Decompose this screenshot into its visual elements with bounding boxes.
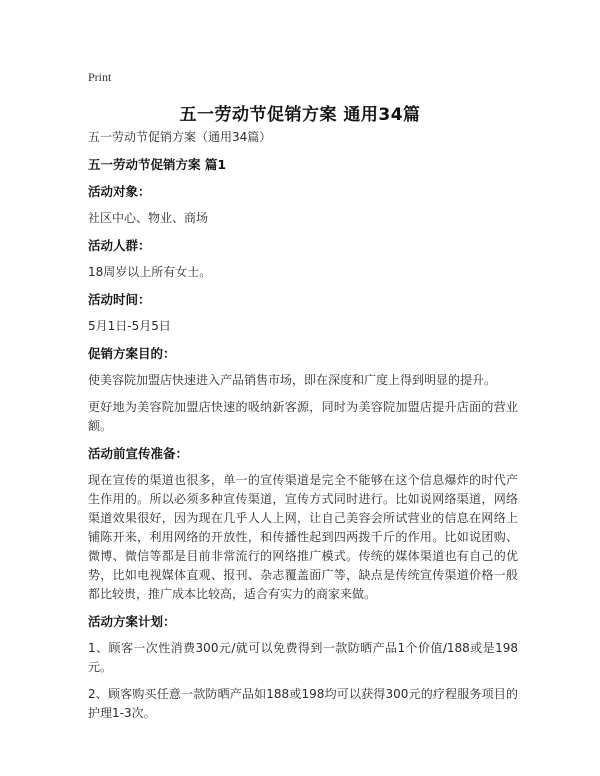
document-title: 五一劳动节促销方案 通用34篇 xyxy=(179,105,421,125)
heading-pre-promotion: 活动前宣传准备： xyxy=(88,446,189,461)
paragraph-pre-promotion: 现在宣传的渠道也很多，单一的宣传渠道是完全不能够在这个信息爆炸的时代产生作用的。所以必须多种宣传渠道，宣传方式同时进行。比如说网络渠道，网络渠道效果很好，因为现在几乎人人上网，让自己美容会所试营业的信息在网络上铺陈开来，利用网络的开放性，和传播性起到四两拨千斤的作用。比如说团购、微博、微信等都是目前非常流行的网络推广模式。传统的媒体渠道也有自己的优势，比如电视媒体直观、报刊、杂志覆盖面广等，缺点是传统宣传渠道价格一般都比较贵，推广成本比较高，适合有实力的商家来做。 xyxy=(88,473,518,601)
paragraph-activity-target: 社区中心、物业、商场 xyxy=(88,211,209,225)
heading-promotion-purpose: 促销方案目的： xyxy=(88,346,176,361)
heading-activity-target: 活动对象： xyxy=(88,184,151,199)
heading-activity-audience: 活动人群： xyxy=(88,238,151,253)
paragraph-activity-time: 5月1日-5月5日 xyxy=(88,319,171,333)
paragraph-plan-2: 2、顾客购买任意一款防晒产品如188或198均可以获得300元的疗程服务项目的护理1-3次。 xyxy=(88,687,518,720)
paragraph-purpose-1: 使美容院加盟店快速进入产品销售市场，即在深度和广度上得到明显的提升。 xyxy=(88,373,497,387)
paragraph-purpose-2: 更好地为美容院加盟店快速的吸纳新客源，同时为美容院加盟店提升店面的营业额。 xyxy=(88,400,518,433)
subtitle-paragraph: 五一劳动节促销方案（通用34篇） xyxy=(88,130,272,144)
document-body xyxy=(88,128,518,731)
section-heading-part1: 五一劳动节促销方案 篇1 xyxy=(88,157,227,172)
heading-activity-plan: 活动方案计划： xyxy=(88,614,176,629)
paragraph-activity-audience: 18周岁以上所有女士。 xyxy=(88,265,212,279)
paragraph-plan-1: 1、顾客一次性消费300元/就可以免费得到一款防晒产品1个价值/188或是198元。 xyxy=(88,641,518,674)
heading-activity-time: 活动时间： xyxy=(88,292,151,307)
print-label: Print xyxy=(88,70,112,84)
